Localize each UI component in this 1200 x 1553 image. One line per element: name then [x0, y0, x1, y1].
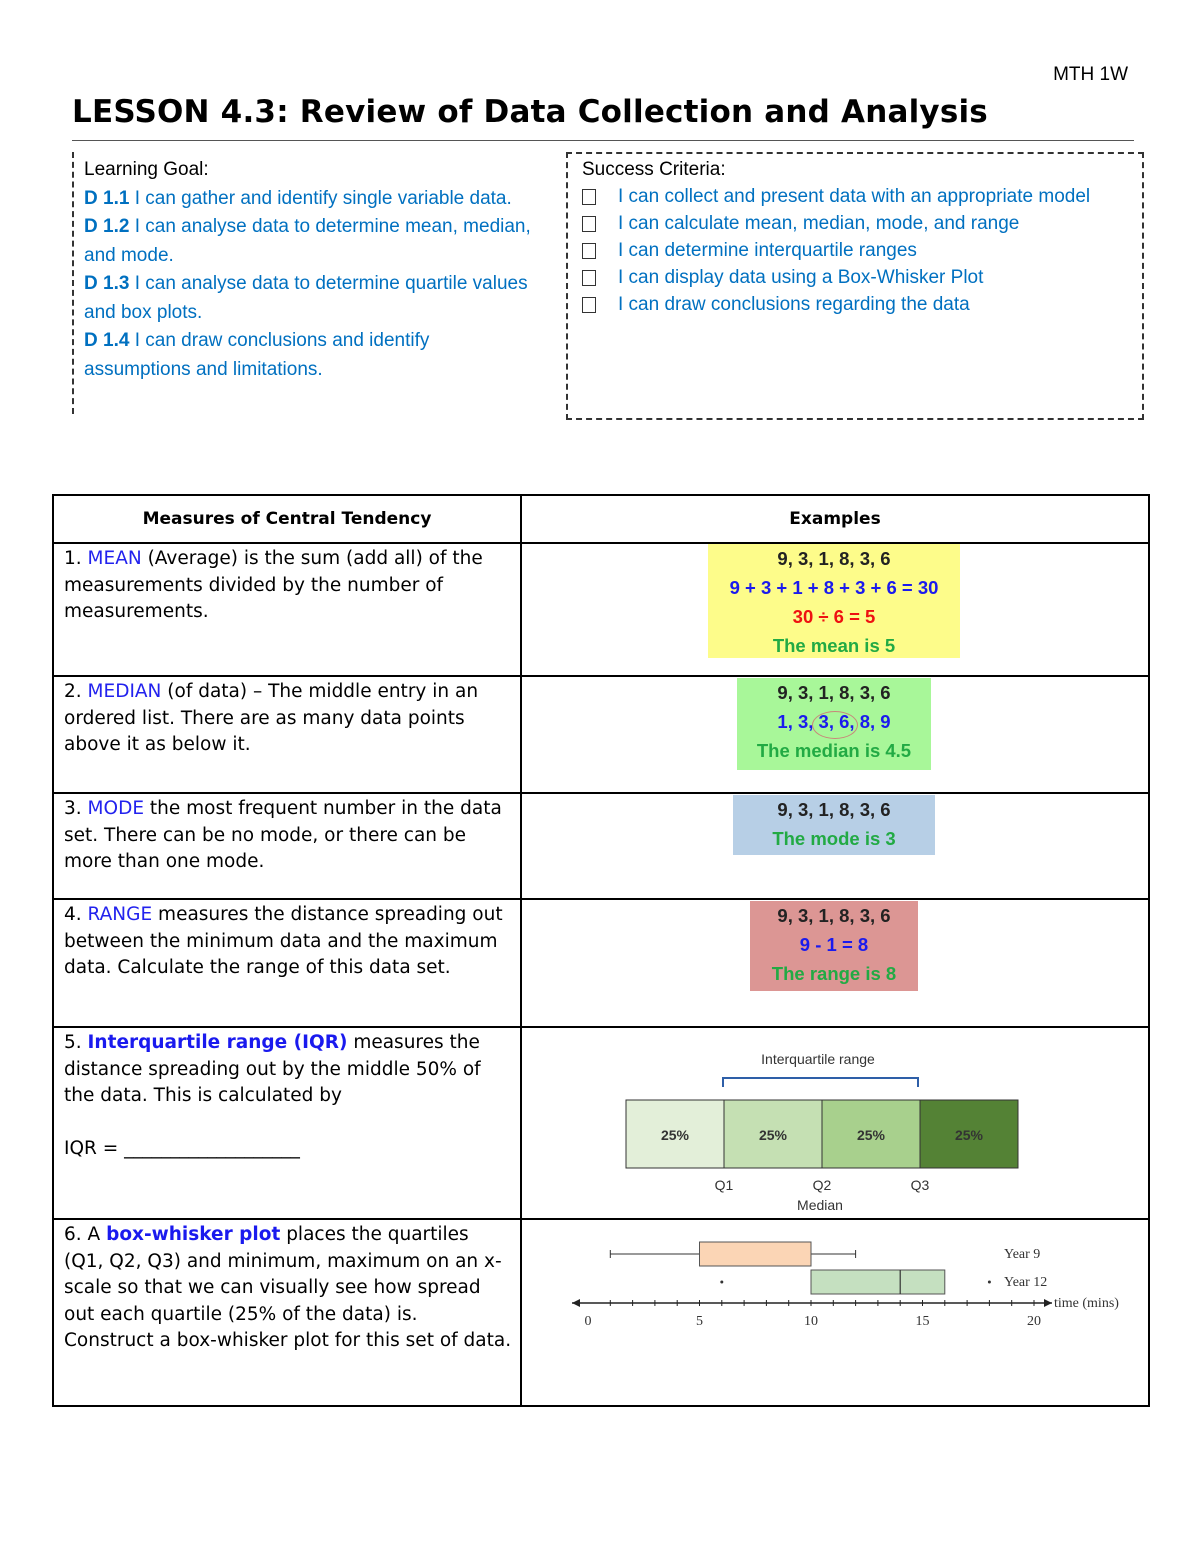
learning-goal-heading: Learning Goal: [84, 159, 209, 180]
tick-label: 5 [696, 1314, 703, 1329]
tick-label: 10 [804, 1314, 818, 1329]
boxplot-example-cell [521, 1219, 1149, 1406]
range-example: 9, 3, 1, 8, 3, 6 9 - 1 = 8 The range is 8 [750, 901, 918, 991]
mode-example-cell [521, 793, 1149, 899]
outlier-point [720, 1281, 723, 1284]
mode-example: 9, 3, 1, 8, 3, 6 The mode is 3 [733, 795, 935, 855]
boxplot-chart [522, 1220, 1148, 1403]
quartile-label: Q1 [714, 1177, 734, 1193]
legend-year-12: Year 12 [1004, 1275, 1048, 1290]
outlier-point [988, 1281, 991, 1284]
tick-label: 15 [915, 1314, 930, 1329]
median-example-cell [521, 676, 1149, 793]
learning-goal-item: D 1.2 I can analyse data to determine mean, median, and mode. [84, 216, 531, 266]
iqr-formula-blank[interactable]: IQR = ___________________ [64, 1137, 300, 1159]
quartile-label: Q3 [910, 1177, 930, 1193]
learning-goal-item: D 1.4 I can draw conclusions and identify assumptions and limitations. [84, 330, 430, 380]
iqr-diagram [522, 1028, 1148, 1216]
quartile-label: Q2 [812, 1177, 832, 1193]
tick-label: 0 [584, 1314, 592, 1329]
legend-year-9: Year 9 [1004, 1247, 1041, 1262]
iqr-segment-label: 25% [856, 1127, 886, 1143]
box-year-12 [811, 1270, 945, 1294]
criteria-item: I can draw conclusions regarding the data [582, 291, 1132, 318]
checkbox-icon[interactable] [582, 297, 596, 313]
checkbox-icon[interactable] [582, 189, 596, 205]
iqr-segment-label: 25% [954, 1127, 984, 1143]
column-header-examples: Examples [521, 495, 1149, 543]
axis-arrow-left [572, 1299, 580, 1307]
lesson-title: LESSON 4.3: Review of Data Collection and Analysis [72, 94, 988, 130]
learning-goal [84, 156, 534, 384]
iqr-diagram-title: Interquartile range [761, 1051, 875, 1067]
iqr-bracket [723, 1078, 918, 1087]
median-label: Median [797, 1197, 843, 1213]
criteria-item: I can display data using a Box-Whisker Plot [582, 264, 1132, 291]
axis-arrow-right [1044, 1299, 1052, 1307]
learning-goal-item: D 1.1 I can gather and identify single variable data. [84, 187, 512, 209]
criteria-item: I can collect and present data with an appropriate model [582, 183, 1132, 210]
iqr-description: 5. Interquartile range (IQR) measures the distance spreading out by the middle 50% of the data. This is calculated by IQR = ___________________ [53, 1027, 521, 1219]
iqr-segment-label: 25% [758, 1127, 788, 1143]
criteria-item: I can determine interquartile ranges [582, 237, 1132, 264]
mode-description: 3. MODE the most frequent number in the data set. There can be no mode, or there can be more than one mode. [53, 793, 521, 899]
success-criteria-heading: Success Criteria: [582, 159, 726, 180]
checkbox-icon[interactable] [582, 270, 596, 286]
median-example: 9, 3, 1, 8, 3, 6 1, 3, 3, 6, 8, 9 The median is 4.5 [737, 678, 931, 770]
median-description: 2. MEDIAN (of data) – The middle entry in an ordered list. There are as many data points above it as below it. [53, 676, 521, 793]
iqr-example-cell [521, 1027, 1149, 1219]
measures-table [52, 494, 1150, 1407]
criteria-item: I can calculate mean, median, mode, and range [582, 210, 1132, 237]
success-criteria [582, 156, 1132, 318]
range-description: 4. RANGE measures the distance spreading out between the minimum data and the maximum data. Calculate the range of this data set. [53, 899, 521, 1027]
checkbox-icon[interactable] [582, 216, 596, 232]
axis-label: time (mins) [1054, 1296, 1119, 1311]
tick-label: 20 [1027, 1314, 1041, 1329]
learning-goal-item: D 1.3 I can analyse data to determine quartile values and box plots. [84, 273, 528, 323]
median-highlight-circle [812, 711, 858, 739]
box-year-9 [700, 1242, 812, 1266]
mean-description: 1. MEAN (Average) is the sum (add all) of the measurements divided by the number of measurements. [53, 543, 521, 676]
range-example-cell [521, 899, 1149, 1027]
boxplot-description: 6. A box-whisker plot places the quartiles (Q1, Q2, Q3) and minimum, maximum on an x-scale so that we can visually see how spread out each quartile (25% of the data) is. Construct a box-whisker plot for this set of data. [53, 1219, 521, 1406]
column-header-measures: Measures of Central Tendency [53, 495, 521, 543]
title-divider [72, 140, 1134, 141]
checkbox-icon[interactable] [582, 243, 596, 259]
iqr-segment-label: 25% [660, 1127, 690, 1143]
mean-example: 9, 3, 1, 8, 3, 6 9 + 3 + 1 + 8 + 3 + 6 = 30 30 ÷ 6 = 5 The mean is 5 [708, 544, 960, 658]
mean-example-cell [521, 543, 1149, 676]
course-code: MTH 1W [1053, 64, 1128, 85]
